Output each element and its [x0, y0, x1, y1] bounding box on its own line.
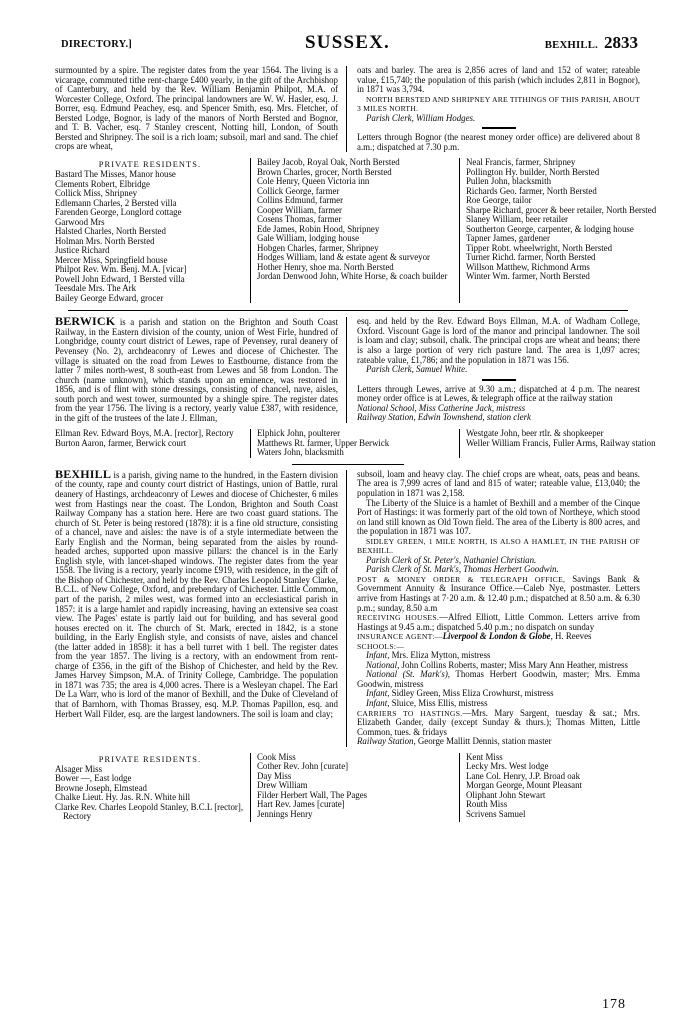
list-item: Bastard The Misses, Manor house: [55, 169, 176, 180]
list-item: Bailey George Edward, grocer: [55, 292, 164, 303]
bexhill-residents-column-1: [55, 753, 250, 822]
insurance-agent-label: INSURANCE AGENT:—: [357, 632, 443, 642]
bexhill-body: [55, 466, 338, 719]
list-item: Gale William, lodging house: [257, 233, 360, 244]
school-type: Infant: [366, 698, 388, 709]
bexhill-body-right: subsoil, loam and heavy clay. The chief crops are wheat, oats, peas and beans. The area is 7,999 acres of land and 815 of water; rateable value, £13,040; the population in 1871 was 2,158.: [357, 468, 640, 498]
bexhill-insurance-agent: [357, 632, 640, 642]
list-item: Chalke Lieut. Hy. Jas. R.N. White hill: [55, 792, 191, 803]
bersted-tithings: [357, 95, 640, 114]
list-item: Clarke Rev. Charles Leopold Stanley, B.C.L [rector], Rectory: [55, 801, 244, 822]
school-type: National (St. Mark's): [366, 669, 448, 680]
bersted-residents-list: [55, 170, 245, 303]
list-item: Mercer Miss, Springfield house: [55, 254, 168, 265]
list-item: Garwood Mrs: [55, 216, 105, 227]
bexhill-post-office: [357, 575, 640, 613]
railway-station-label: Railway Station: [357, 736, 414, 747]
bexhill-sidley-green: [357, 537, 640, 556]
list-item: Edlemann Charles, 2 Bersted villa: [55, 197, 177, 208]
bexhill-residents-lists: [55, 753, 640, 822]
carriers-label: CARRIERS TO HASTINGS.: [357, 708, 463, 718]
school-detail: , Sidley Green, Miss Eliza Crowhurst, mistress: [387, 688, 554, 699]
list-item: Cook Miss: [257, 751, 296, 762]
list-item: Sharpe Richard, grocer & beer retailer, North Bersted: [466, 204, 657, 215]
list-item: Kent Miss: [466, 751, 503, 762]
bexhill-body-text: is a parish, giving name to the hundred, in the Eastern division of the county, rape and county court district of Hastings, union of Battle, rural deanery of Hastings, archdeaconry of Lewes and diocese of Chichester, 6 miles west from Hastings near the coast. The London, Brighton and South Coast Railway Company has a station here. Here are two coast guard stations. The church of St. Peter is being restored (1878): it is a fine old structure, consisting of a chancel, nave and aisles: the nave is of a style intermediate between the Early English and the Norman, being separated from the aisles by round-headed arches, supported upon massive pillars: the chancel is in the Early English style, with lancet-shaped windows. The register dates from the year 1558. The living is a rectory, yearly income £919, with residence, in the gift of the Bishop of Chichester, and held by the Rev. Charles Leopold Stanley Clarke, B.C.L. of New College, Oxford, and prebendary of Chichester. Little Common, part of the parish, 2 miles west, was formed into an ecclesiastical parish in 1857: it is a large hamlet and rapidly increasing, having an extensive sea coast view. The Pages' estate is partly laid out for building, and has several good houses erected on it. The church of St. Mark, erected in 1842, is a stone building, in the Early English style, and consists of nave, aisles and chancel (the latter added in 1858): it has a bell turret with 1 bell. The register dates from the year 1857. The living is a rectory, with an endowment from rent-charge of £356, in the gift of the Bishop of Chichester, and held by the Rev. James Harvey Simpson, M.A. of Trinity College, Cambridge. The population in 1871 was 735; the area is 4,000 acres. There is a Wesleyan chapel. The Earl De La Warr, who is lord of the manor of Bexhill, and the Duke of Cleveland of that of Barnhorn, with Thomas Brassey, esq. M.P. Thomas Papillon, esq. and Herbert Wall Filder, esq. are the largest landowners. The soil is loam and clay;: [55, 469, 338, 719]
berwick-list-column-2: [250, 429, 459, 458]
school-type: Infant: [366, 688, 388, 699]
section-divider: [292, 464, 404, 465]
berwick-right-column: [346, 317, 640, 423]
list-item: Powell John Edward, 1 Bersted villa: [55, 273, 185, 284]
list-item: Matthews Rt. farmer, Upper Berwick: [257, 437, 390, 448]
list-item: Hodges William, land & estate agent & surveyor: [257, 252, 430, 263]
berwick-place-name: BERWICK: [55, 314, 116, 329]
running-head-county: SUSSEX.: [305, 32, 390, 53]
list-item: Drew William: [257, 780, 308, 791]
directory-page: [55, 0, 657, 1023]
list-item: Teesdale Mrs. The Ark: [55, 283, 137, 294]
list-item: Cole Henry, Queen Victoria inn: [257, 176, 370, 187]
receiving-houses-body: —Alfred Elliott, Little Common. Letters arrive from Hastings at 9.45 a.m.; dispatched 5.40 p.m.; no dispatch on sunday: [357, 612, 640, 632]
list-item: Bower —, East lodge: [55, 773, 132, 784]
list-item: Clements Robert, Elbridge: [55, 178, 150, 189]
list-item: Morgan George, Mount Pleasant: [466, 780, 583, 791]
running-head-place: BEXHILL.: [544, 39, 598, 51]
bersted-body-continued: surmounted by a spire. The register dates from the year 1564. The living is a vicarage, commuted tithe rent-charge £400 yearly, in the gift of the Archbishop of Canterbury, and held by the Rev. William Benjamin Philpot, M.A. of Worcester College, Oxford. The principal landowners are W. W. Hasler, esq. J. Borrer, esq. Edmund Peachey, esq. and Spencer Smith, esq. Mrs. Fletcher, of Bersted Lodge, Bognor, is lady of the manors of North Bersted and Bognor, and T. B. Vacher, esq. 7 Stanley crescent, Notting hill, London, of South Bersted and Shripney. The soil is a rich loam; subsoil, marl and sand. The chief crops are wheat,: [55, 65, 338, 152]
list-item: Browne Joseph, Elmstead: [55, 782, 147, 793]
folio-number: 178: [602, 997, 626, 1012]
berwick-left-column: [55, 314, 346, 423]
list-item: Willson Matthew, Richmond Arms: [466, 261, 590, 272]
school-entry: [357, 670, 640, 689]
bexhill-left-column: [55, 466, 346, 747]
list-item: Hother Henry, shoe ma. North Bersted: [257, 261, 394, 272]
list-item: Oliphant John Stewart: [466, 789, 546, 800]
receiving-houses-label: RECEIVING HOUSES.: [357, 613, 440, 623]
list-item: Collick Miss, Shripney: [55, 188, 138, 199]
post-office-label: POST & MONEY ORDER & TELEGRAPH OFFICE,: [357, 574, 566, 584]
bexhill-carriers: [357, 709, 640, 738]
berwick-institution: National School, Miss Catherine Jack, mistress: [357, 402, 526, 413]
bexhill-sidley-text: SIDLEY GREEN, 1 MILE NORTH, IS ALSO A HAMLET, IN THE PARISH OF BEXHILL.: [357, 536, 640, 556]
bexhill-section: [55, 466, 640, 747]
bersted-right-column: [346, 66, 640, 152]
running-head-right: [545, 33, 638, 53]
list-item: Collick George, farmer: [257, 185, 340, 196]
list-item: Lecky Mrs. West lodge: [466, 761, 549, 772]
bersted-post-info: Letters through Bognor (the nearest money order office) are delivered about 8 a.m.; dispatched at 7.30 p.m.: [357, 132, 640, 152]
private-residents-heading: PRIVATE RESIDENTS.: [98, 754, 202, 764]
list-item: Collins Edmund, farmer: [257, 195, 344, 206]
bersted-commercial-column-1: [250, 158, 459, 303]
school-detail: , Mrs. Eliza Mytton, mistress: [387, 650, 491, 661]
berwick-body-right: esq. and held by the Rev. Edward Boys Ellman, M.A. of Wadham College, Oxford. Viscount Gage is lord of the manor and principal landowner. The soil is loam and clay; subsoil, chalk. The principal crops are wheat and beans; there is also a large portion of very rich pasture land. The area is 1,097 acres; rateable value, £1,786; and the population in 1871 was 156.: [357, 316, 640, 365]
list-item: Scrivens Samuel: [466, 808, 526, 819]
school-type: National: [366, 659, 398, 670]
list-item: Bailey Jacob, Royal Oak, North Bersted: [257, 157, 400, 168]
list-item: Hart Rev. James [curate]: [257, 799, 345, 810]
list-item: Weller William Francis, Fuller Arms, Railway station: [466, 437, 656, 448]
private-residents-heading: PRIVATE RESIDENTS.: [98, 160, 202, 170]
list-item: Cooper William, farmer: [257, 204, 342, 215]
list-item: Tipper Robt. wheelwright, North Bersted: [466, 242, 613, 253]
carriers-body: —Mrs. Mary Sargent, tuesday & sat.; Mrs. Elizabeth Gander, daily (except Sunday & thurs.); Thomas Mitten, Little Common, tues. & fridays: [357, 707, 640, 737]
list-item: Cosens Thomas, farmer: [257, 214, 342, 225]
berwick-body-text: is a parish and station on the Brighton and South Coast Railway, in the Eastern division of the county, union of West Firle, hundred of Longbridge, county court district of Lewes, rape of Pevensey, rural deanery of Pevensey (No. 2), archdeaconry of Lewes and diocese of Chichester. The village is situated on the road from Lewes to Eastbourne, distance from the latter 7 miles north-west, 8 south-east from Lewes and 58 from London. The church (name unknown), which stands upon an eminence, was restored in 1856, and is of flint with stone dressings, consisting of chancel, nave, aisles, south porch and west tower, surmounted by a shingle spire. The register dates from the year 1756. The living is a rectory, yearly value £387, with residence, in the gift of the trustees of the late J. Ellman,: [55, 317, 339, 423]
bersted-parish-clerk: Parish Clerk, William Hodges.: [366, 112, 476, 123]
page-number: 2833: [604, 33, 638, 52]
bersted-tithings-text: NORTH BERSTED AND SHRIPNEY ARE TITHINGS OF THIS PARISH, ABOUT 3 MILES NORTH.: [357, 94, 640, 114]
bersted-left-column: [55, 66, 346, 152]
section-rule: [482, 127, 516, 129]
school-detail: , Thomas Herbert Goodwin, master; Mrs. Emma Goodwin, mistress: [357, 669, 640, 689]
list-item: Alsager Miss: [55, 763, 103, 774]
list-item: Ellman Rev. Edward Boys, M.A. [rector], Rectory: [55, 428, 234, 439]
list-item: Slaney William, beer retailer: [466, 214, 568, 225]
section-divider: [68, 310, 628, 311]
list-item: Southerton George, carpenter, & lodging house: [466, 223, 634, 234]
bersted-body-continued-right: oats and barley. The area is 2,856 acres of land and 152 of water; rateable value, £15,740; the population of this parish (which includes 2,811 in Bognor), in 1871 was 3,794.: [357, 65, 640, 95]
berwick-list-column-3: [459, 429, 664, 458]
list-item: Hobgen Charles, farmer, Shripney: [257, 242, 379, 253]
bexhill-residents-column-2: [250, 753, 459, 822]
school-detail: , John Collins Roberts, master; Miss Mary Ann Heather, mistress: [397, 659, 628, 670]
list-item: Turner Richd. farmer, North Bersted: [466, 252, 596, 263]
bexhill-right-column: [346, 470, 640, 747]
list-item: Waters John, blacksmith: [257, 447, 344, 458]
berwick-section: [55, 314, 640, 423]
list-item: Lane Col. Henry, J.P. Broad oak: [466, 770, 581, 781]
bersted-private-residents-column: [55, 158, 250, 303]
list-item: Brown Charles, grocer, North Bersted: [257, 166, 392, 177]
bexhill-receiving-houses: [357, 613, 640, 632]
list-item: Westgate John, beer rtlr. & shopkeeper: [466, 428, 604, 439]
list-item: Farenden George, Longlord cottage: [55, 207, 182, 218]
list-item: Cother Rev. John [curate]: [257, 761, 349, 772]
bexhill-railway-station: [357, 737, 640, 747]
insurance-agent-rest: , H. Reeves: [550, 631, 592, 642]
bersted-commercial-column-2: [459, 158, 664, 303]
berwick-body: [55, 314, 339, 423]
railway-station-detail: , George Mallitt Dennis, station master: [413, 736, 552, 747]
list-item: Ede James, Robin Hood, Shripney: [257, 223, 380, 234]
list-item: Jennings Henry: [257, 808, 313, 819]
berwick-institution: Railway Station, Edwin Townshend, station clerk: [357, 412, 531, 423]
list-item: Burton Aaron, farmer, Berwick court: [55, 437, 187, 448]
list-item: Holman Mrs. North Bersted: [55, 235, 155, 246]
bexhill-parish-clerk-marks: Parish Clerk of St. Mark's, Thomas Herbert Goodwin.: [366, 564, 559, 575]
list-item: Routh Miss: [466, 799, 508, 810]
bexhill-residents-column-3: [459, 753, 664, 822]
list-item: Roe George, tailor: [466, 195, 532, 206]
bexhill-parish-clerk-peters: Parish Clerk of St. Peter's, Nathaniel Christian.: [366, 554, 537, 565]
list-item: Justice Richard: [55, 245, 110, 256]
berwick-post-info: Letters through Lewes, arrive at 9.30 a.m.; dispatched at 4 p.m. The nearest money order office is at Lewes, & telegraph office at the railway station: [357, 383, 640, 404]
bexhill-liberty: The Liberty of the Sluice is a hamlet of Bexhill and a member of the Cinque Port of Hastings: it was formerly part of the old town of Northeye, which stood on land still known as Old Town field. The area of the Liberty is 800 acres, and the population in 1871 was 107.: [357, 497, 640, 537]
list-item: Pullen John, blacksmith: [466, 176, 552, 187]
berwick-list-column-1: [55, 429, 250, 458]
schools-label: SCHOOLS:—: [357, 641, 405, 651]
list-item: Elphick John, poulterer: [257, 428, 341, 439]
post-office-body: Savings Bank & Government Annuity & Insurance Office.—Caleb Nye, postmaster. Letters arrive from Hastings at 7·20 a.m. & 12.40 p.m.; dispatched at 8.50 a.m. & 6.30 p.m.; sunday, 8.50 a.m: [357, 573, 640, 613]
list-item: Halsted Charles, North Bersted: [55, 226, 166, 237]
list-item: Winter Wm. farmer, North Bersted: [466, 271, 590, 282]
school-type: Infant: [366, 650, 388, 661]
insurance-company-name: Liverpool & London & Globe: [442, 631, 551, 642]
list-item: Neal Francis, farmer, Shripney: [466, 157, 576, 168]
bersted-lists: [55, 157, 657, 303]
list-item: Day Miss: [257, 770, 292, 781]
school-detail: , Sluice, Miss Ellis, mistress: [387, 698, 488, 709]
list-item: Filder Herbert Wall, The Pages: [257, 789, 368, 800]
list-item: Philpot Rev. Wm. Benj. M.A. [vicar]: [55, 264, 187, 275]
list-item: Tapner James, gardener: [466, 233, 550, 244]
berwick-parish-clerk: Parish Clerk, Samuel White.: [366, 364, 468, 375]
running-head-left-text: DIRECTORY.]: [61, 39, 132, 50]
berwick-lists: [55, 428, 656, 458]
list-item: Richards Geo. farmer, North Bersted: [466, 185, 597, 196]
list-item: Pollington Hy. builder, North Bersted: [466, 166, 600, 177]
bexhill-place-name: BEXHILL: [55, 466, 112, 481]
section-rule: [482, 379, 516, 381]
running-head: [55, 32, 640, 66]
list-item: Jordan Denwood John, White Horse, & coach builder: [257, 271, 448, 282]
bersted-section: [55, 66, 640, 152]
